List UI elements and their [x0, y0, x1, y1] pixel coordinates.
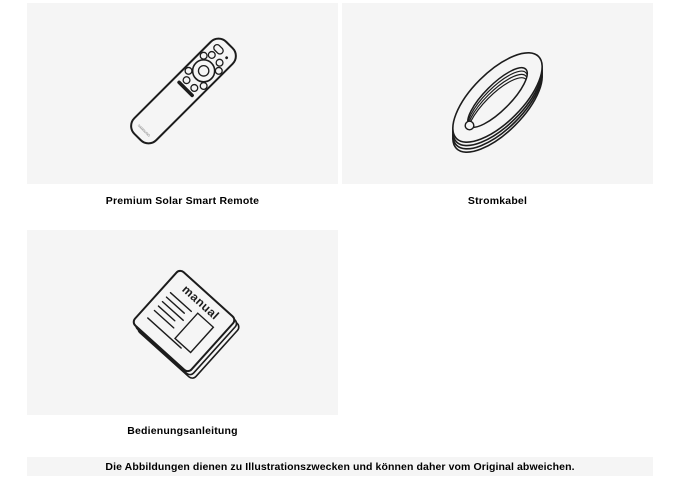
accessory-label-remote: Premium Solar Smart Remote	[105, 195, 260, 207]
power-cable-coil-icon	[342, 3, 653, 184]
user-manual-icon	[27, 230, 338, 415]
disclaimer-text: Die Abbildungen dienen zu Illustrationszwecken und können daher vom Original abweichen.	[105, 460, 575, 473]
accessory-label-manual: Bedienungsanleitung	[127, 425, 238, 437]
samsung-logo-text: SAMSUNG	[136, 123, 152, 138]
accessory-tile-power-cable	[342, 3, 653, 184]
accessory-tile-manual	[27, 230, 338, 415]
accessory-tile-remote	[27, 3, 338, 184]
disclaimer-bar	[27, 457, 653, 476]
remote-control-icon	[27, 3, 338, 184]
accessory-label-power-cable: Stromkabel	[467, 195, 528, 207]
manual-cover-text: manual	[179, 282, 223, 323]
